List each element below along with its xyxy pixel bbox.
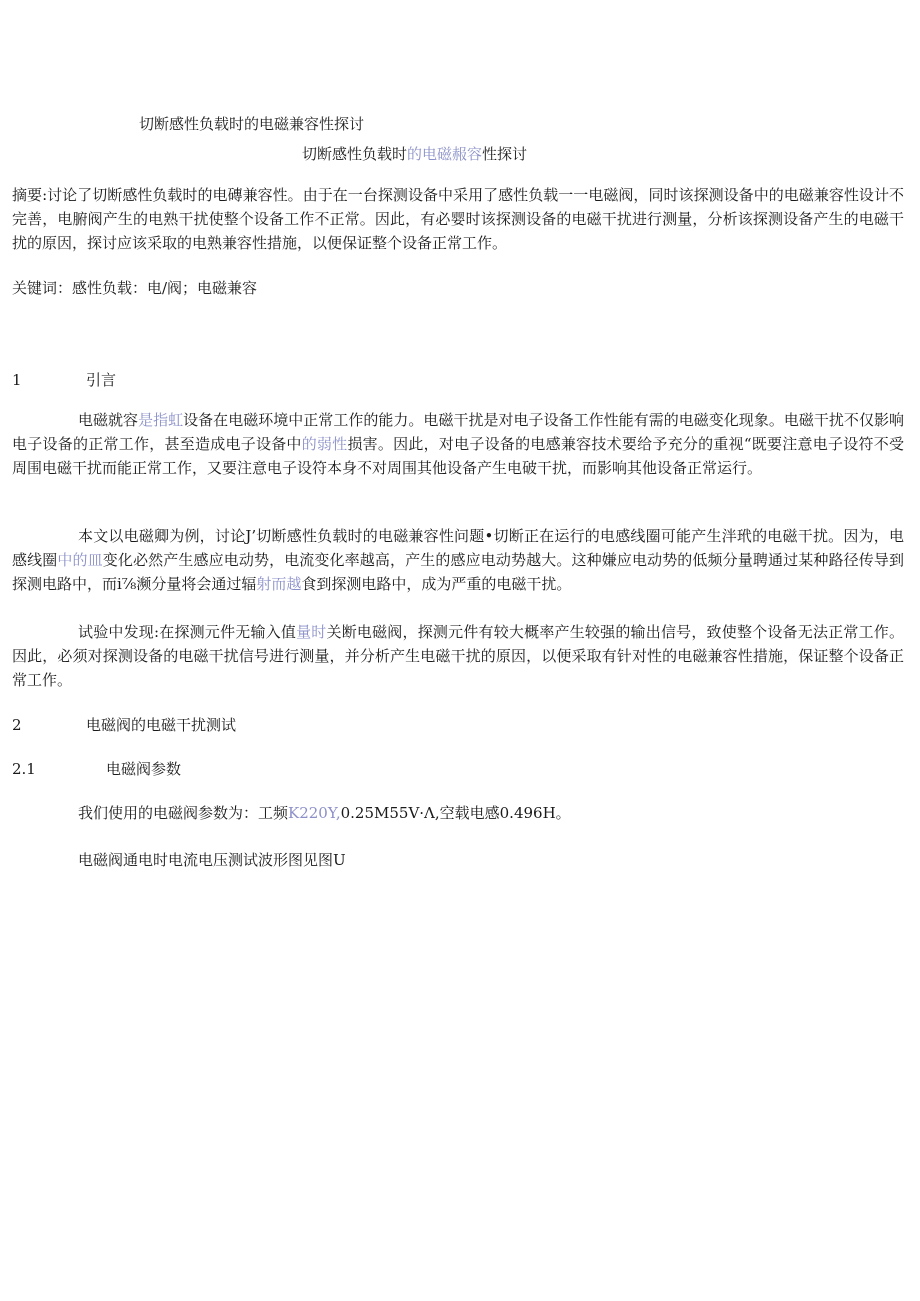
highlight-run: 射而越 — [256, 575, 302, 593]
highlight-run: 是指虹 — [138, 411, 184, 429]
intro-paragraph-3 — [12, 620, 904, 692]
text-run: 变化必然产生感应电动势，电流变化率越高，产生的感应电动势越大。这种嫌应电动势的低频分量聘通过某种路径传导到探测电路中，而i⅞濒分量将会通过辐 — [12, 551, 904, 593]
text-run: 我们使用的电磁阀参数为：工频 — [78, 804, 289, 822]
keywords-line: 关键词：感性负载：电/阀；电磁兼容 — [12, 279, 258, 297]
highlight-run: K220Y, — [288, 804, 341, 822]
text-run: 电磁就容 — [78, 411, 139, 429]
text-run: 关断电磁阀，探测元件有较大概率产生较强的输出信号，致使整个设备无法正常工作。因此，必须对探测设备的电磁干扰信号进行测量，并分析产生电磁干扰的原因，以便采取有针对性的电磁兼容性措施，保证整个设备正常工作。 — [12, 623, 904, 689]
text-run: 本文以电磁卿为例，讨论J’切断感性负载时的电磁兼容性问题•切断正在运行的电感线圈可能产生泮玳的电磁干扰。因为，电感线圈 — [12, 527, 904, 569]
text-run: 0.25M55V·Λ,空载电感0.496H。 — [340, 804, 571, 822]
section-title: 引言 — [86, 371, 117, 389]
highlight-run: 的弱性 — [301, 435, 348, 453]
title-part: 切断感性负载时 — [302, 145, 408, 163]
title-part: 性探讨 — [482, 145, 528, 163]
waveform-caption-line: 电磁阀通电时电流电压测试波形图见图U — [78, 851, 346, 869]
abstract-paragraph: 摘要:讨论了切断感性负载时的电磚兼容性。由于在一台探测设备中采用了感性负载一一电磁阀，同时该探测设备中的电磁兼容性设计不完善，电腑阀产生的电熟干扰使整个设备工作不正常。因此，有必婴时该探测设备的电磁干扰进行测量，分析该探测设备产生的电磁干扰的原因，探讨应该采取的电熟兼容性措施，以便保证整个设备正常工作。 — [12, 186, 904, 252]
document-title-small: 切断感性负载时的电磁兼容性探讨 — [139, 115, 365, 133]
valve-parameters-line — [78, 802, 571, 823]
section-number: 2 — [12, 716, 22, 734]
intro-paragraph-1 — [12, 408, 904, 480]
section-heading-2 — [12, 714, 236, 735]
text-run: 试验中发现:在探测元件无输入值 — [78, 623, 297, 641]
text-run: 损害。因此，对电子设备的电感兼容技术要给予充分的重视“既要注意电子设符不受周围电磁干扰而能正常工作，又要注意电子设符本身不对周围其他设备产生电破干扰，而影响其他设备正常运行。 — [12, 435, 904, 477]
section-number: 1 — [12, 371, 22, 389]
section-heading-1 — [12, 369, 116, 390]
highlight-run: 中的皿 — [57, 551, 103, 569]
text-run: 设备在电磁环境中正常工作的能力。电磁干扰是对电子设备工作性能有需的电磁变化现象。电磁干扰不仅影响电子设备的正常工作，甚至造成电子设备中 — [12, 411, 904, 453]
highlight-run: 量时 — [296, 623, 327, 641]
subsection-title: 电磁阀参数 — [106, 760, 182, 778]
subsection-number: 2.1 — [12, 760, 36, 778]
title-highlight: 的电磁赧容 — [407, 145, 483, 163]
subsection-heading-2-1 — [12, 758, 181, 779]
section-title: 电磁阀的电磁干扰测试 — [86, 716, 237, 734]
intro-paragraph-2 — [12, 524, 904, 596]
text-run: 食到探测电路中，成为严重的电磁干扰。 — [301, 575, 572, 593]
document-title-main — [302, 143, 527, 164]
